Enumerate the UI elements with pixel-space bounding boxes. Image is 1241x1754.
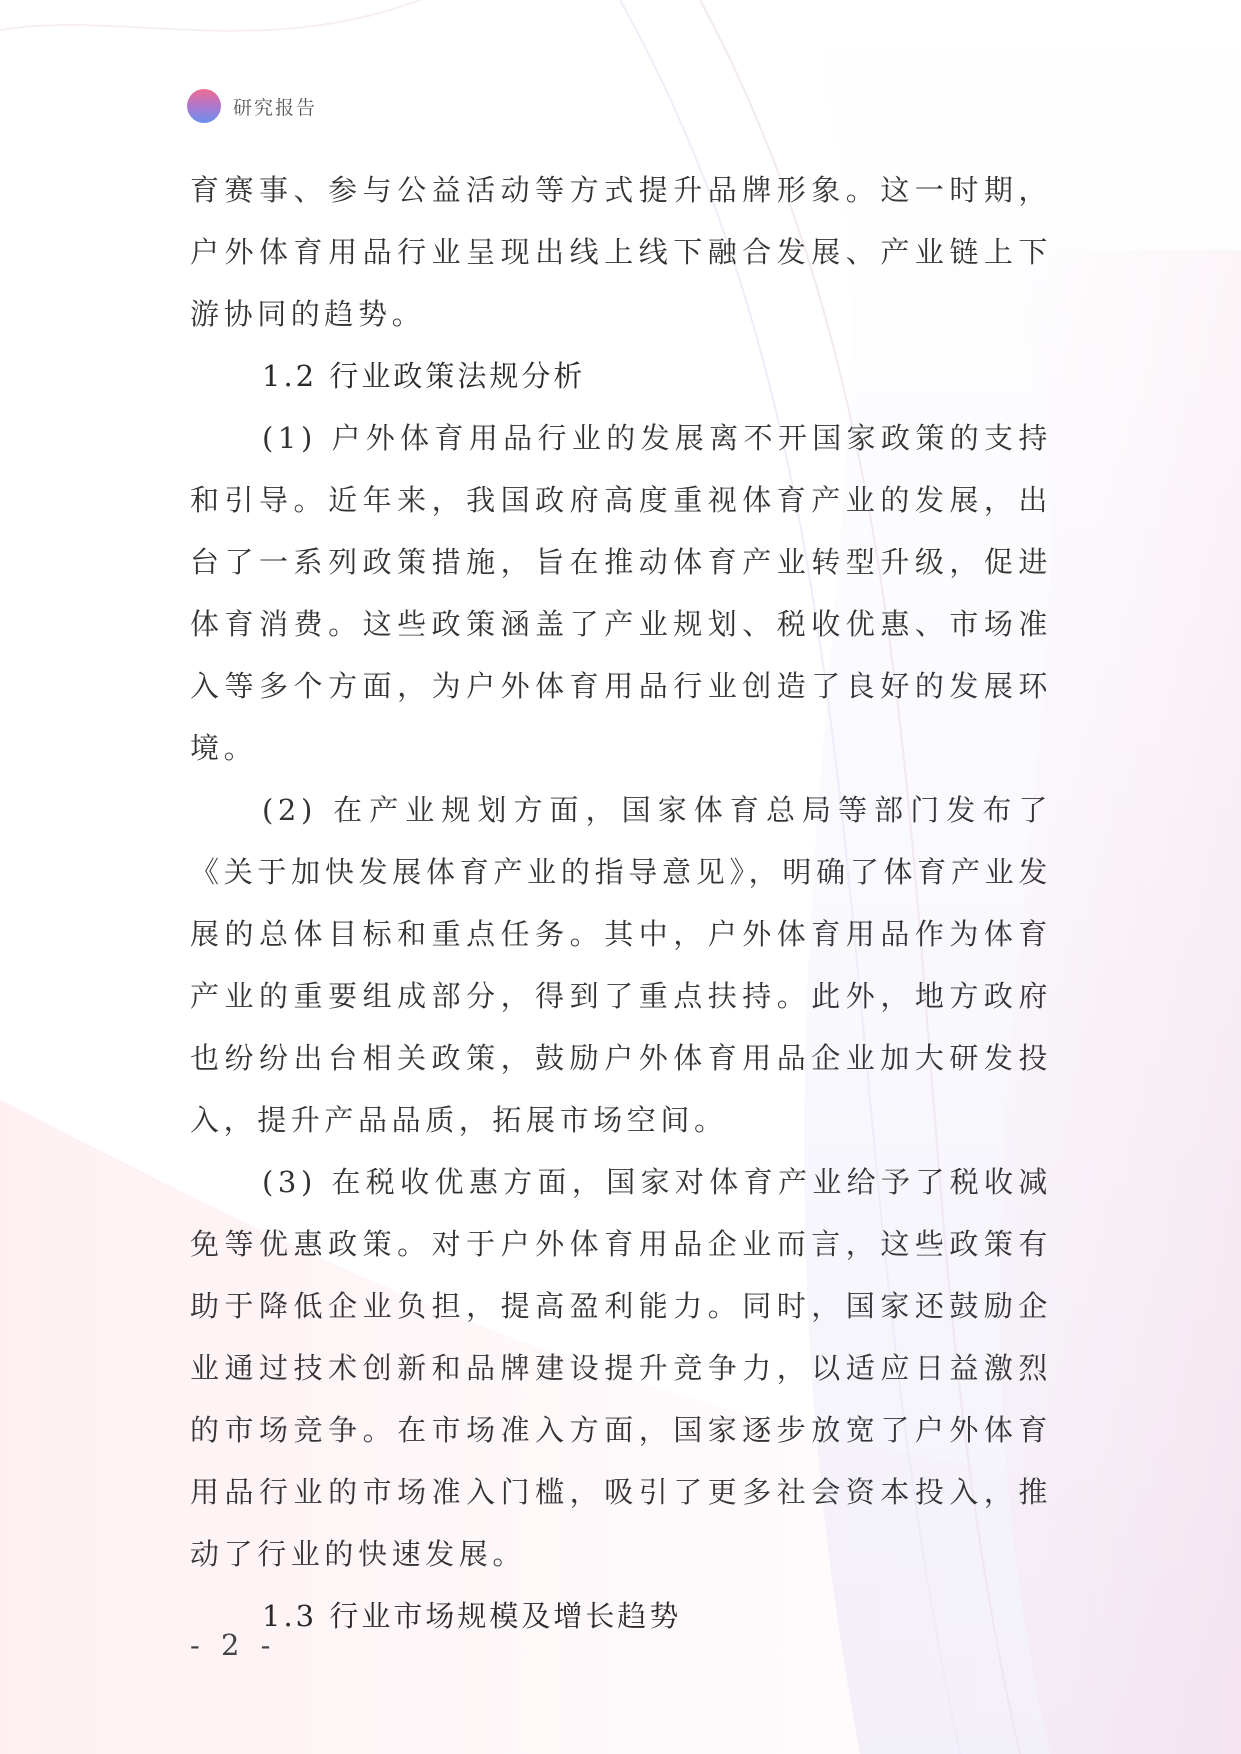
report-logo-icon: [187, 89, 221, 123]
document-body: [190, 159, 1052, 1647]
section-heading-1-3: 1.3 行业市场规模及增长趋势: [262, 1599, 682, 1633]
page-number: - 2 -: [190, 1628, 277, 1662]
paragraph-3: (3) 在税收优惠方面，国家对体育产业给予了税收减免等优惠政策。对于户外体育用品企业而言，这些政策有助于降低企业负担，提高盈利能力。同时，国家还鼓励企业通过技术创新和品牌建设提升竞争力，以适应日益激烈的市场竞争。在市场准入方面，国家逐步放宽了户外体育用品行业的市场准入门槛，吸引了更多社会资本投入，推动了行业的快速发展。: [190, 1165, 1052, 1571]
paragraph-2: (2) 在产业规划方面，国家体育总局等部门发布了《关于加快发展体育产业的指导意见》，明确了体育产业发展的总体目标和重点任务。其中，户外体育用品作为体育产业的重要组成部分，得到了重点扶持。此外，地方政府也纷纷出台相关政策，鼓励户外体育用品企业加大研发投入，提升产品品质，拓展市场空间。: [190, 793, 1052, 1137]
header-title: 研究报告: [233, 96, 318, 119]
paragraph-continued: 育赛事、参与公益活动等方式提升品牌形象。这一时期，户外体育用品行业呈现出线上线下融合发展、产业链上下游协同的趋势。: [190, 173, 1052, 331]
page-header: [187, 88, 317, 124]
paragraph-1: (1) 户外体育用品行业的发展离不开国家政策的支持和引导。近年来，我国政府高度重视体育产业的发展，出台了一系列政策措施，旨在推动体育产业转型升级，促进体育消费。这些政策涵盖了产业规划、税收优惠、市场准入等多个方面，为户外体育用品行业创造了良好的发展环境。: [190, 421, 1052, 765]
section-heading-1-2: 1.2 行业政策法规分析: [262, 359, 586, 393]
